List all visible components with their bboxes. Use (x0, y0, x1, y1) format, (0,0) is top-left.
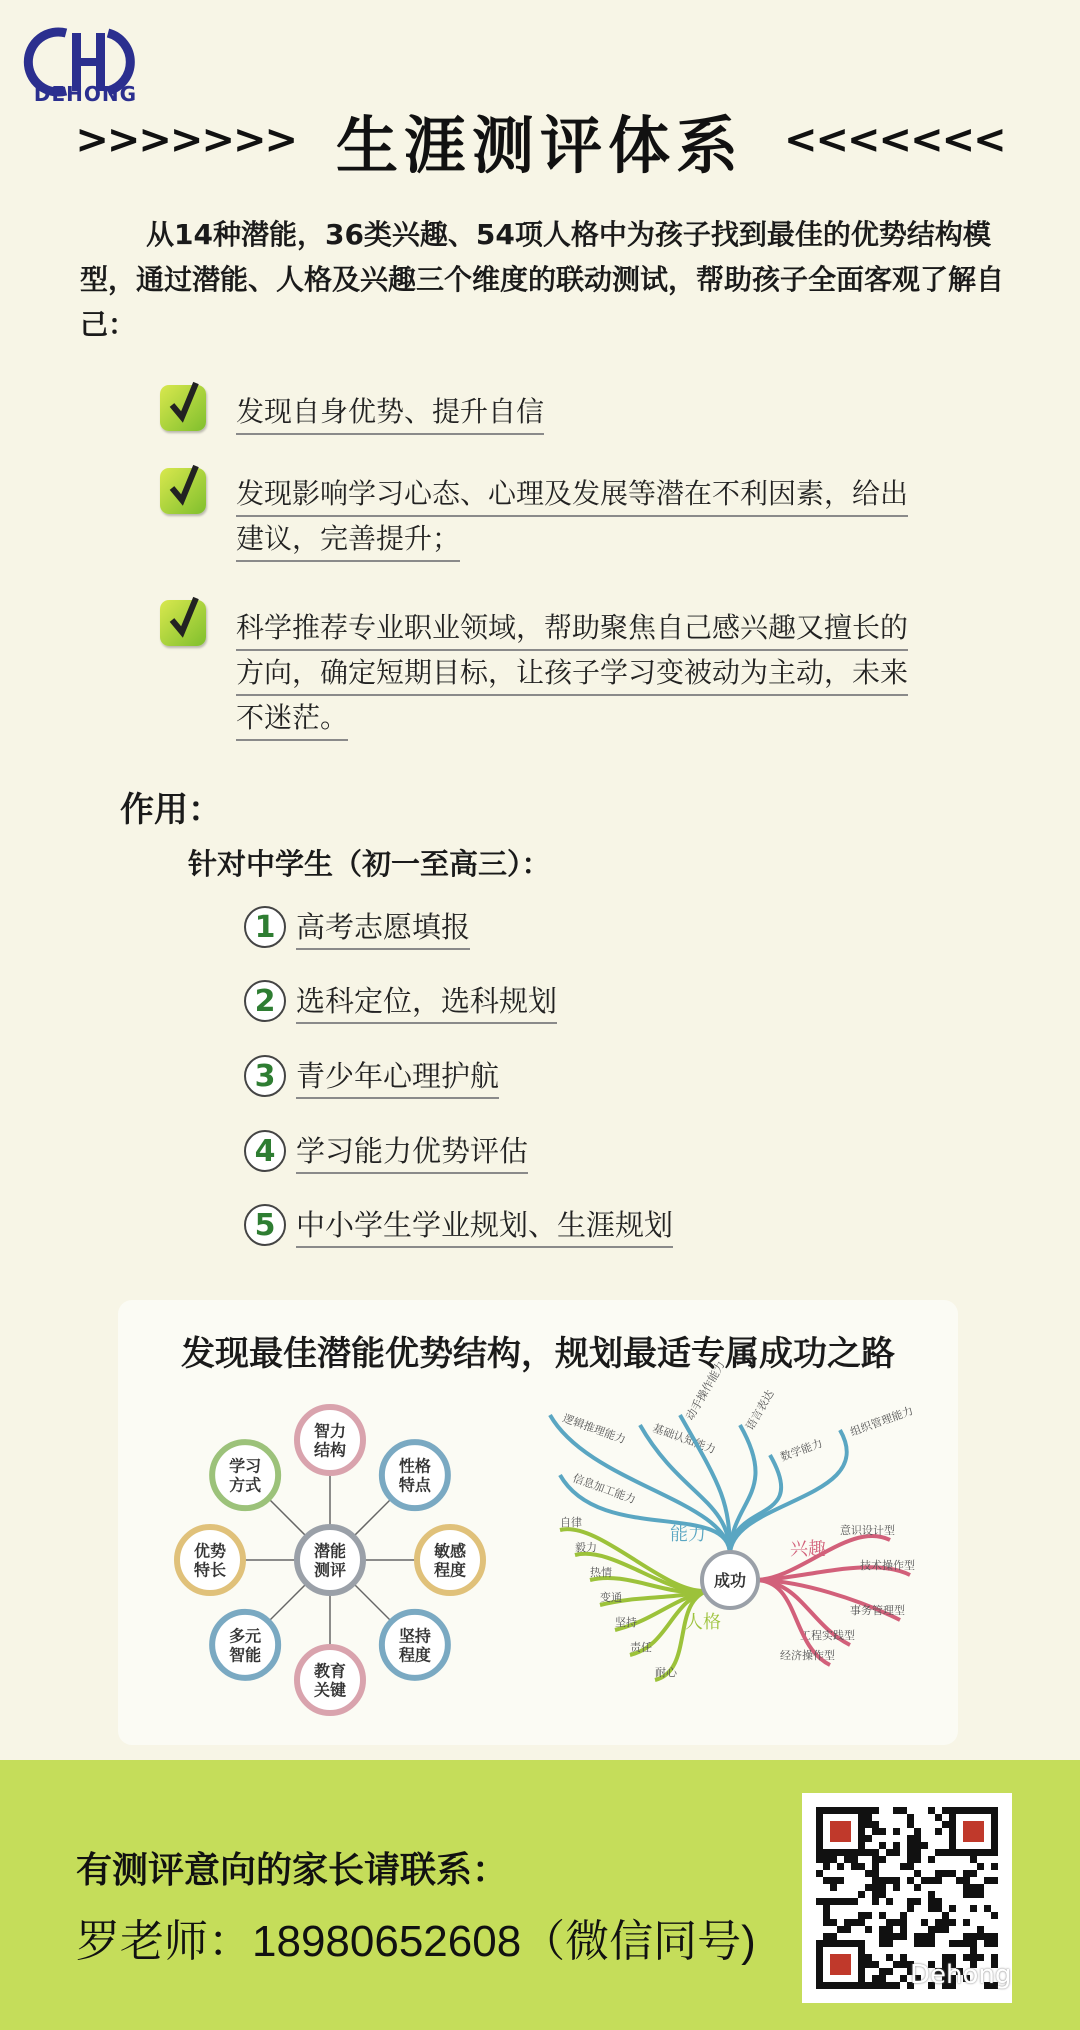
personality-leaf-label: 耐心 (655, 1666, 677, 1679)
usage-item-label: 选科定位，选科规划 (296, 979, 557, 1024)
contact-prompt: 有测评意向的家长请联系： (76, 1850, 509, 1891)
benefit-line: 方向，确定短期目标，让孩子学习变被动为主动，未来 (236, 651, 908, 696)
benefit-line: 发现自身优势、提升自信 (236, 390, 544, 435)
number-badge: 1 (244, 906, 286, 948)
contact-phone[interactable]: 罗老师：18980652608（微信同号) (76, 1917, 756, 1966)
ability-leaf-label: 动手操作能力 (683, 1358, 728, 1423)
usage-item (244, 1051, 499, 1101)
page-title: 生涯测评体系 (335, 108, 744, 182)
card-title: 发现最佳潜能优势结构，规划最适专属成功之路 (181, 1334, 895, 1374)
checkmark-icon (160, 468, 206, 514)
brand-name: DEHONG (33, 82, 138, 106)
benefit-item (236, 390, 544, 435)
interest-leaf-label: 技术操作型 (860, 1559, 915, 1572)
wheel-center-label: 潜能测评 (313, 1541, 347, 1580)
personality-leaf-label: 变通 (600, 1591, 622, 1604)
wheel-node-label: 教育关键 (313, 1661, 347, 1700)
left-arrows: >>>>>>> (75, 117, 296, 163)
benefit-line: 不迷茫。 (236, 696, 348, 741)
wheel-node-label: 性格特点 (398, 1456, 431, 1495)
branch-personality-label: 人格 (685, 1612, 721, 1633)
wheel-node-label: 优势特长 (193, 1541, 227, 1580)
usage-item (244, 902, 470, 952)
right-arrows: <<<<<<< (784, 117, 1005, 163)
tree-center-label: 成功 (713, 1571, 747, 1590)
intro-paragraph: 从14种潜能，36类兴趣、54项人格中为孩子找到最佳的优势结构模型，通过潜能、人格及兴趣三个维度的联动测试，帮助孩子全面客观了解自己： (80, 218, 1005, 341)
usage-item (244, 976, 557, 1026)
personality-leaf-label: 自律 (560, 1516, 582, 1529)
usage-item-label: 学习能力优势评估 (296, 1129, 528, 1174)
checkmark-icon (160, 600, 206, 646)
branch-ability-label: 能力 (670, 1524, 706, 1545)
interest-leaf-label: 经济操作型 (780, 1649, 835, 1662)
ability-leaf-label: 语言表达 (743, 1387, 777, 1433)
personality-leaf-label: 责任 (630, 1641, 652, 1654)
benefit-line: 科学推荐专业职业领域，帮助聚焦自己感兴趣又擅长的 (236, 606, 908, 651)
interest-leaf-label: 工程实践型 (800, 1629, 855, 1642)
usage-item (244, 1200, 673, 1250)
number-badge: 2 (244, 980, 286, 1022)
wheel-node-label: 学习方式 (229, 1456, 262, 1495)
ability-leaf-label: 数学能力 (778, 1436, 825, 1464)
usage-item-label: 中小学生学业规划、生涯规划 (296, 1203, 673, 1248)
usage-item (244, 1126, 528, 1176)
page-header (0, 100, 1080, 180)
wheel-node-label: 坚持程度 (398, 1626, 431, 1665)
benefit-line: 建议，完善提升； (236, 517, 460, 562)
benefit-line: 发现影响学习心态、心理及发展等潜在不利因素，给出 (236, 472, 908, 517)
ability-leaf-label: 组织管理能力 (848, 1404, 916, 1439)
number-badge: 4 (244, 1130, 286, 1172)
benefit-item (236, 472, 908, 562)
interest-leaf-label: 事务管理型 (850, 1604, 905, 1617)
watermark: Dehong (910, 1960, 1012, 1990)
usage-item-label: 青少年心理护航 (296, 1054, 499, 1099)
wheel-node-label: 智力结构 (313, 1421, 347, 1460)
benefit-item (236, 606, 908, 741)
ability-leaf-label: 基础认知能力 (650, 1421, 718, 1457)
personality-leaf-label: 热情 (590, 1566, 612, 1579)
number-badge: 3 (244, 1055, 286, 1097)
usage-heading: 作用： (120, 790, 222, 830)
ability-leaf-label: 信息加工能力 (570, 1471, 638, 1507)
checkmark-icon (160, 385, 206, 431)
wheel-node-label: 敏感程度 (433, 1541, 467, 1580)
usage-subheading: 针对中学生（初一至高三）： (188, 847, 551, 881)
personality-leaf-label: 坚持 (615, 1616, 637, 1629)
personality-leaf-label: 毅力 (575, 1541, 597, 1554)
usage-item-label: 高考志愿填报 (296, 905, 470, 950)
interest-leaf-label: 意识设计型 (840, 1524, 895, 1537)
number-badge: 5 (244, 1204, 286, 1246)
wheel-node-label: 多元智能 (229, 1626, 262, 1665)
branch-interest-label: 兴趣 (790, 1539, 826, 1560)
potential-wheel-diagram (170, 1400, 500, 1720)
ability-leaf-label: 逻辑推理能力 (560, 1411, 628, 1447)
success-tree-diagram (530, 1358, 950, 1730)
